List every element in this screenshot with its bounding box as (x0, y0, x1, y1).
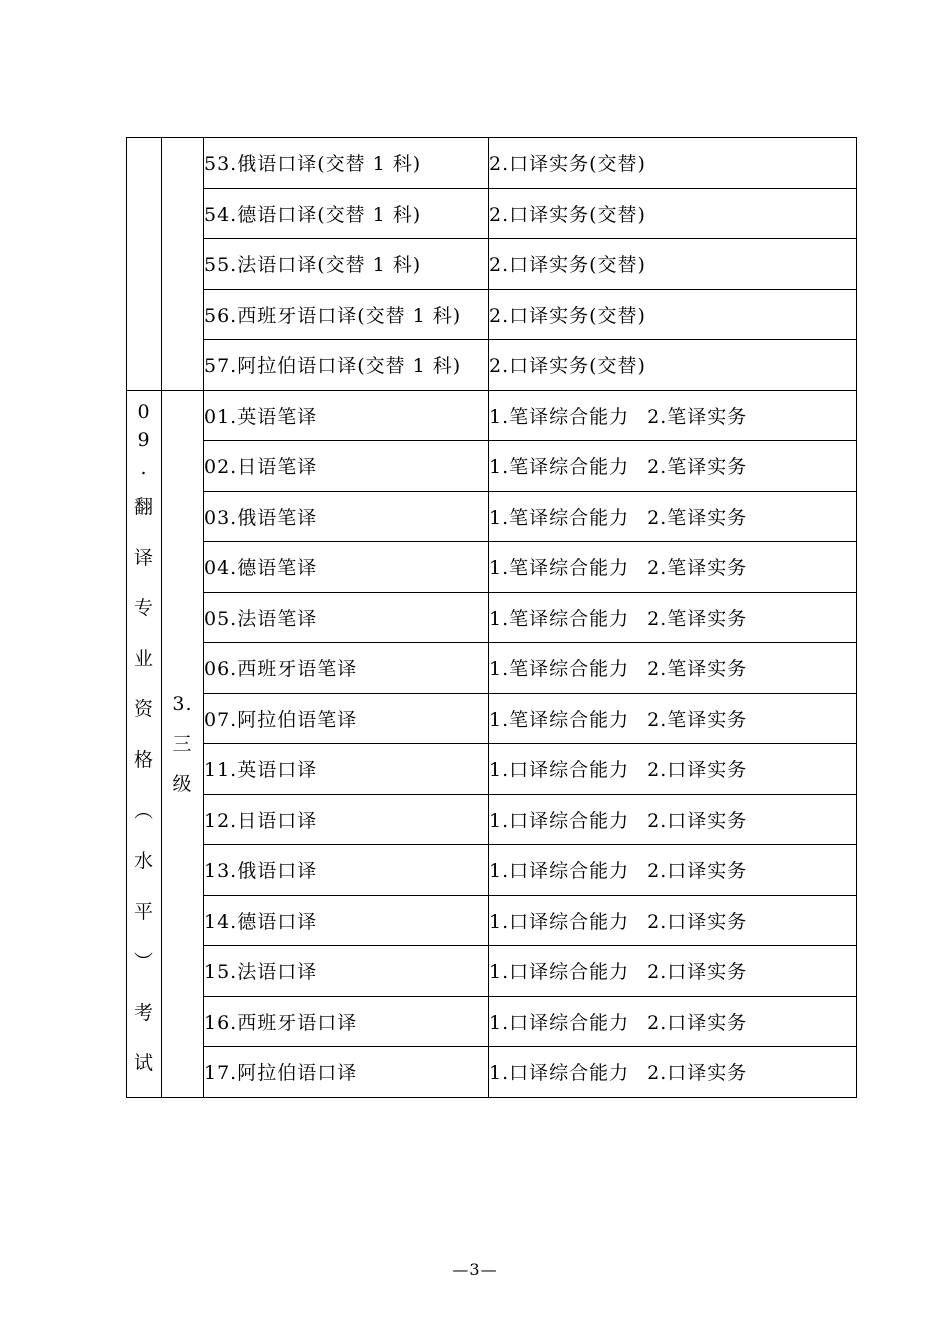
vertical-char: 资 (133, 698, 154, 721)
subject-item: 2.笔译实务 (647, 456, 748, 479)
exam-name-cell: 02.日语笔译 (204, 441, 489, 492)
table-row (127, 441, 857, 492)
exam-group-cell-blank (127, 138, 162, 391)
vertical-char: 水 (133, 850, 154, 873)
exam-name-cell: 56.西班牙语口译(交替 1 科) (204, 289, 489, 340)
subject-item: 2.口译实务(交替) (489, 304, 646, 327)
subject-cell (489, 643, 857, 694)
exam-name-cell: 06.西班牙语笔译 (204, 643, 489, 694)
exam-name-cell: 54.德语口译(交替 1 科) (204, 188, 489, 239)
vertical-char: . (140, 456, 148, 479)
exam-name-cell: 14.德语口译 (204, 895, 489, 946)
table-row (127, 693, 857, 744)
subject-item: 2.笔译实务 (647, 506, 748, 529)
table-row (127, 340, 857, 391)
subject-cell (489, 441, 857, 492)
subject-item: 2.笔译实务 (647, 405, 748, 428)
subject-cell (489, 289, 857, 340)
subject-cell (489, 340, 857, 391)
vertical-char: ︵ (133, 799, 154, 822)
level-label (162, 684, 203, 804)
vertical-char: 3. (172, 692, 193, 715)
subject-item: 2.口译实务 (647, 1062, 748, 1085)
vertical-char: ︶ (133, 951, 154, 974)
subject-item: 1.口译综合能力 (489, 809, 630, 832)
table-row (127, 1047, 857, 1098)
subject-cell (489, 592, 857, 643)
exam-name-cell: 05.法语笔译 (204, 592, 489, 643)
subject-item: 2.口译实务(交替) (489, 254, 646, 277)
subject-item: 1.口译综合能力 (489, 961, 630, 984)
subject-item: 2.笔译实务 (647, 708, 748, 731)
table-row (127, 542, 857, 593)
subject-cell (489, 895, 857, 946)
subject-item: 1.笔译综合能力 (489, 506, 630, 529)
subject-item: 2.口译实务(交替) (489, 203, 646, 226)
subject-item: 2.口译实务 (647, 809, 748, 832)
subject-cell (489, 390, 857, 441)
table-row (127, 845, 857, 896)
subject-item: 2.口译实务 (647, 1011, 748, 1034)
level-cell (162, 390, 204, 1097)
table-row (127, 289, 857, 340)
vertical-char: 格 (133, 748, 154, 771)
vertical-char: 业 (133, 647, 154, 670)
subject-item: 2.口译实务(交替) (489, 153, 646, 176)
table-row (127, 643, 857, 694)
subject-cell (489, 845, 857, 896)
subject-item: 1.笔译综合能力 (489, 456, 630, 479)
subject-cell (489, 996, 857, 1047)
subject-item: 1.笔译综合能力 (489, 658, 630, 681)
exam-name-cell: 55.法语口译(交替 1 科) (204, 239, 489, 290)
subject-cell (489, 693, 857, 744)
exam-name-cell: 01.英语笔译 (204, 390, 489, 441)
exam-group-cell (127, 390, 162, 1097)
subject-item: 2.口译实务 (647, 961, 748, 984)
vertical-char: 三 (172, 732, 193, 755)
subject-item: 2.笔译实务 (647, 658, 748, 681)
table-row (127, 996, 857, 1047)
exam-name-cell: 11.英语口译 (204, 744, 489, 795)
table-row (127, 239, 857, 290)
subject-cell (489, 744, 857, 795)
subject-item: 2.笔译实务 (647, 607, 748, 630)
subject-cell (489, 946, 857, 997)
table-row (127, 895, 857, 946)
subject-item: 1.笔译综合能力 (489, 557, 630, 580)
subject-item: 1.口译综合能力 (489, 759, 630, 782)
exam-name-cell: 57.阿拉伯语口译(交替 1 科) (204, 340, 489, 391)
vertical-char: 平 (133, 900, 154, 923)
subject-cell (489, 239, 857, 290)
level-cell-blank (162, 138, 204, 391)
subject-item: 2.口译实务 (647, 759, 748, 782)
table-row (127, 794, 857, 845)
page-number: —3— (452, 1260, 498, 1279)
table-row (127, 592, 857, 643)
vertical-char: 考 (133, 1001, 154, 1024)
subject-item: 1.口译综合能力 (489, 860, 630, 883)
exam-name-cell: 13.俄语口译 (204, 845, 489, 896)
vertical-char: 译 (133, 546, 154, 569)
subject-cell (489, 542, 857, 593)
subject-item: 1.笔译综合能力 (489, 607, 630, 630)
subject-item: 1.口译综合能力 (489, 910, 630, 933)
exam-name-cell: 07.阿拉伯语笔译 (204, 693, 489, 744)
subject-cell (489, 794, 857, 845)
table-row (127, 390, 857, 441)
table-row (127, 744, 857, 795)
subject-item: 2.口译实务 (647, 910, 748, 933)
exam-subject-table (126, 137, 857, 1098)
exam-name-cell: 15.法语口译 (204, 946, 489, 997)
subject-item: 1.笔译综合能力 (489, 708, 630, 731)
exam-group-label (127, 398, 161, 1089)
subject-item: 1.口译综合能力 (489, 1011, 630, 1034)
subject-cell (489, 138, 857, 189)
exam-name-cell: 16.西班牙语口译 (204, 996, 489, 1047)
vertical-char: 翻 (133, 495, 154, 518)
vertical-char: 专 (133, 597, 154, 620)
subject-item: 1.口译综合能力 (489, 1062, 630, 1085)
exam-name-cell: 12.日语口译 (204, 794, 489, 845)
exam-name-cell: 53.俄语口译(交替 1 科) (204, 138, 489, 189)
vertical-char: 试 (133, 1052, 154, 1075)
vertical-char: 9 (137, 428, 151, 451)
exam-name-cell: 04.德语笔译 (204, 542, 489, 593)
subject-item: 1.笔译综合能力 (489, 405, 630, 428)
table-row (127, 946, 857, 997)
subject-item: 2.口译实务(交替) (489, 355, 646, 378)
exam-name-cell: 17.阿拉伯语口译 (204, 1047, 489, 1098)
table-row (127, 491, 857, 542)
subject-cell (489, 1047, 857, 1098)
table-row (127, 188, 857, 239)
subject-cell (489, 188, 857, 239)
table-row (127, 138, 857, 189)
exam-name-cell: 03.俄语笔译 (204, 491, 489, 542)
subject-item: 2.笔译实务 (647, 557, 748, 580)
subject-item: 2.口译实务 (647, 860, 748, 883)
vertical-char: 级 (172, 772, 193, 795)
vertical-char: 0 (137, 400, 151, 423)
subject-cell (489, 491, 857, 542)
